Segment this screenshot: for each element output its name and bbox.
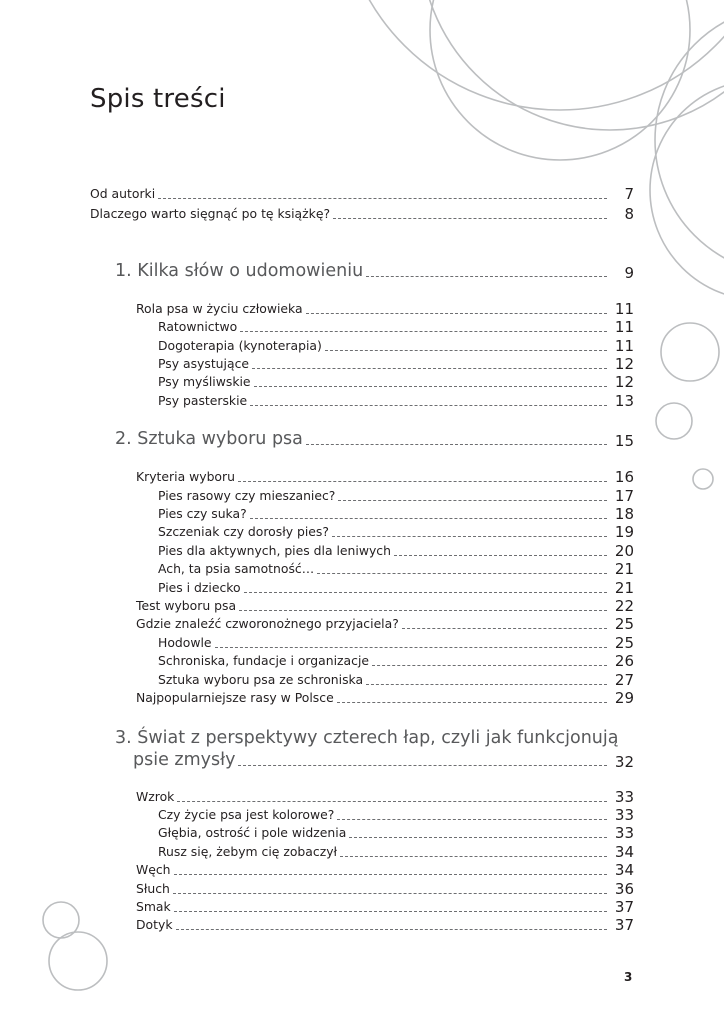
toc-entry-page: 19	[614, 523, 634, 541]
toc-entry-label: Pies rasowy czy mieszaniec?	[158, 488, 336, 503]
toc-entry-dlaczego-warto[interactable]	[90, 205, 634, 223]
dot-leader	[158, 197, 607, 199]
dot-leader	[177, 800, 607, 802]
toc-entry-label: Sztuka wyboru psa ze schroniska	[158, 672, 364, 687]
toc-entry[interactable]	[136, 788, 634, 806]
toc-entry[interactable]	[136, 880, 634, 898]
toc-subentry[interactable]	[158, 523, 634, 541]
toc-entry-page: 26	[614, 652, 634, 670]
toc-subentry[interactable]	[158, 487, 634, 505]
dot-leader	[240, 330, 607, 332]
toc-subentry[interactable]	[158, 505, 634, 523]
chapter-title: psie zmysły	[133, 750, 236, 770]
toc-subentry[interactable]	[158, 652, 634, 670]
toc-subentry[interactable]	[158, 542, 634, 560]
toc-subentry[interactable]	[158, 355, 634, 373]
toc-entry-label: Głębia, ostrość i pole widzenia	[158, 825, 347, 840]
dot-leader	[176, 928, 608, 930]
toc-entry-page: 34	[614, 843, 634, 861]
chapter-page: 15	[614, 432, 634, 450]
chapter-page: 9	[624, 264, 634, 282]
toc-entry-label: Schroniska, fundacje i organizacje	[158, 653, 370, 668]
toc-entry-page: 12	[614, 355, 634, 373]
toc-entry-page: 8	[624, 205, 634, 223]
toc-entry[interactable]	[136, 916, 634, 934]
toc-entry-label: Psy pasterskie	[158, 393, 248, 408]
toc-entry[interactable]	[136, 468, 634, 486]
toc-entry-page: 11	[614, 318, 634, 336]
dot-leader	[338, 499, 607, 501]
toc-entry-label: Psy asystujące	[158, 356, 249, 371]
page-title: Spis treści	[90, 84, 226, 114]
dot-leader	[252, 367, 607, 369]
toc-entry-page: 36	[614, 880, 634, 898]
dot-leader	[366, 275, 607, 277]
toc-entry-page: 16	[614, 468, 634, 486]
dot-leader	[238, 764, 607, 766]
toc-entry-page: 33	[614, 788, 634, 806]
toc-entry-label: Ach, ta psia samotność…	[158, 561, 315, 576]
toc-entry-label: Gdzie znaleźć czworonożnego przyjaciela?	[136, 616, 399, 631]
dot-leader	[317, 572, 607, 574]
dot-leader	[238, 480, 607, 482]
dot-leader	[174, 910, 607, 912]
dot-leader	[306, 443, 607, 445]
toc-entry-page: 37	[614, 898, 634, 916]
dot-leader	[372, 664, 607, 666]
toc-entry-label: Dotyk	[136, 917, 173, 932]
toc-entry-page: 11	[614, 337, 634, 355]
toc-entry-label: Rusz się, żebym cię zobaczył	[158, 844, 338, 859]
toc-chapter-3[interactable]	[133, 749, 634, 771]
toc-entry[interactable]	[136, 597, 634, 615]
chapter-title: 1. Kilka słów o udomowieniu	[115, 261, 364, 281]
toc-subentry[interactable]	[158, 560, 634, 578]
toc-entry-label: Pies i dziecko	[158, 580, 241, 595]
dot-leader	[349, 836, 607, 838]
toc-entry-page: 37	[614, 916, 634, 934]
toc-entry-label: Ratownictwo	[158, 319, 238, 334]
toc-entry[interactable]	[136, 300, 634, 318]
toc-entry-label: Hodowle	[158, 635, 212, 650]
dot-leader	[306, 312, 607, 314]
dot-leader	[337, 701, 607, 703]
toc-entry-label: Dlaczego warto sięgnąć po tę książkę?	[90, 206, 331, 221]
dot-leader	[333, 217, 607, 219]
toc-entry-page: 18	[614, 505, 634, 523]
toc-subentry[interactable]	[158, 671, 634, 689]
dot-leader	[332, 535, 607, 537]
toc-entry-page: 33	[614, 806, 634, 824]
dot-leader	[250, 517, 607, 519]
toc-entry-label: Czy życie psa jest kolorowe?	[158, 807, 335, 822]
toc-entry-label: Kryteria wyboru	[136, 469, 235, 484]
deco-arc-top-1	[340, 0, 724, 110]
toc-subentry[interactable]	[158, 392, 634, 410]
chapter-page: 32	[614, 753, 634, 771]
dot-leader	[366, 683, 607, 685]
chapter-title: 2. Sztuka wyboru psa	[115, 429, 303, 449]
toc-subentry[interactable]	[158, 318, 634, 336]
dot-leader	[402, 627, 607, 629]
toc-subentry[interactable]	[158, 634, 634, 652]
toc-entry-label: Rola psa w życiu człowieka	[136, 301, 303, 316]
toc-chapter-2[interactable]	[115, 428, 634, 450]
toc-subentry[interactable]	[158, 373, 634, 391]
toc-entry-page: 25	[614, 615, 634, 633]
toc-entry-page: 12	[614, 373, 634, 391]
toc-entry[interactable]	[136, 861, 634, 879]
toc-entry-label: Psy myśliwskie	[158, 374, 251, 389]
toc-entry-label: Smak	[136, 899, 171, 914]
toc-entry-page: 17	[614, 487, 634, 505]
toc-subentry[interactable]	[158, 824, 634, 842]
toc-chapter-1[interactable]	[115, 260, 634, 282]
toc-entry-label: Pies dla aktywnych, pies dla leniwych	[158, 543, 391, 558]
toc-entry-page: 20	[614, 542, 634, 560]
toc-entry-label: Pies czy suka?	[158, 506, 247, 521]
toc-entry-label: Wzrok	[136, 789, 175, 804]
dot-leader	[239, 609, 607, 611]
toc-entry-page: 22	[614, 597, 634, 615]
dot-leader	[244, 591, 607, 593]
toc-entry-page: 34	[614, 861, 634, 879]
dot-leader	[340, 855, 607, 857]
toc-subentry[interactable]	[158, 579, 634, 597]
toc-chapter-3-title-line1[interactable]: 3. Świat z perspektywy czterech łap, czyli jak funkcjonują	[115, 728, 619, 748]
dot-leader	[215, 646, 607, 648]
toc-entry-label: Szczeniak czy dorosły pies?	[158, 524, 329, 539]
toc-entry-page: 33	[614, 824, 634, 842]
toc-entry-page: 29	[614, 689, 634, 707]
toc-entry-page: 21	[614, 579, 634, 597]
toc-entry[interactable]	[136, 689, 634, 707]
toc-entry[interactable]	[136, 898, 634, 916]
dot-leader	[250, 404, 607, 406]
page-number: 3	[624, 970, 633, 984]
toc-entry-page: 13	[614, 392, 634, 410]
toc-entry-label: Test wyboru psa	[136, 598, 237, 613]
toc-entry-page: 7	[624, 185, 634, 203]
dot-leader	[337, 818, 607, 820]
toc-entry-od-autorki[interactable]	[90, 185, 634, 203]
toc-subentry[interactable]	[158, 806, 634, 824]
dot-leader	[325, 349, 607, 351]
toc-subentry[interactable]	[158, 843, 634, 861]
deco-circle-right-large	[661, 323, 719, 381]
deco-circle-bottom-left-large	[49, 932, 107, 990]
toc-entry-label: Dogoterapia (kynoterapia)	[158, 338, 322, 353]
deco-circle-right-medium	[656, 403, 692, 439]
toc-entry-page: 21	[614, 560, 634, 578]
dot-leader	[174, 873, 607, 875]
toc-entry-label: Słuch	[136, 881, 170, 896]
toc-entry-label: Od autorki	[90, 186, 156, 201]
dot-leader	[394, 554, 607, 556]
dot-leader	[173, 892, 607, 894]
dot-leader	[254, 385, 607, 387]
toc-entry-page: 27	[614, 671, 634, 689]
toc-entry[interactable]	[136, 615, 634, 633]
deco-circle-right-small	[693, 469, 713, 489]
deco-arc-top-3	[430, 0, 690, 160]
toc-entry-label: Węch	[136, 862, 171, 877]
toc-entry-page: 11	[614, 300, 634, 318]
toc-entry-label: Najpopularniejsze rasy w Polsce	[136, 690, 334, 705]
toc-subentry[interactable]	[158, 337, 634, 355]
toc-entry-page: 25	[614, 634, 634, 652]
